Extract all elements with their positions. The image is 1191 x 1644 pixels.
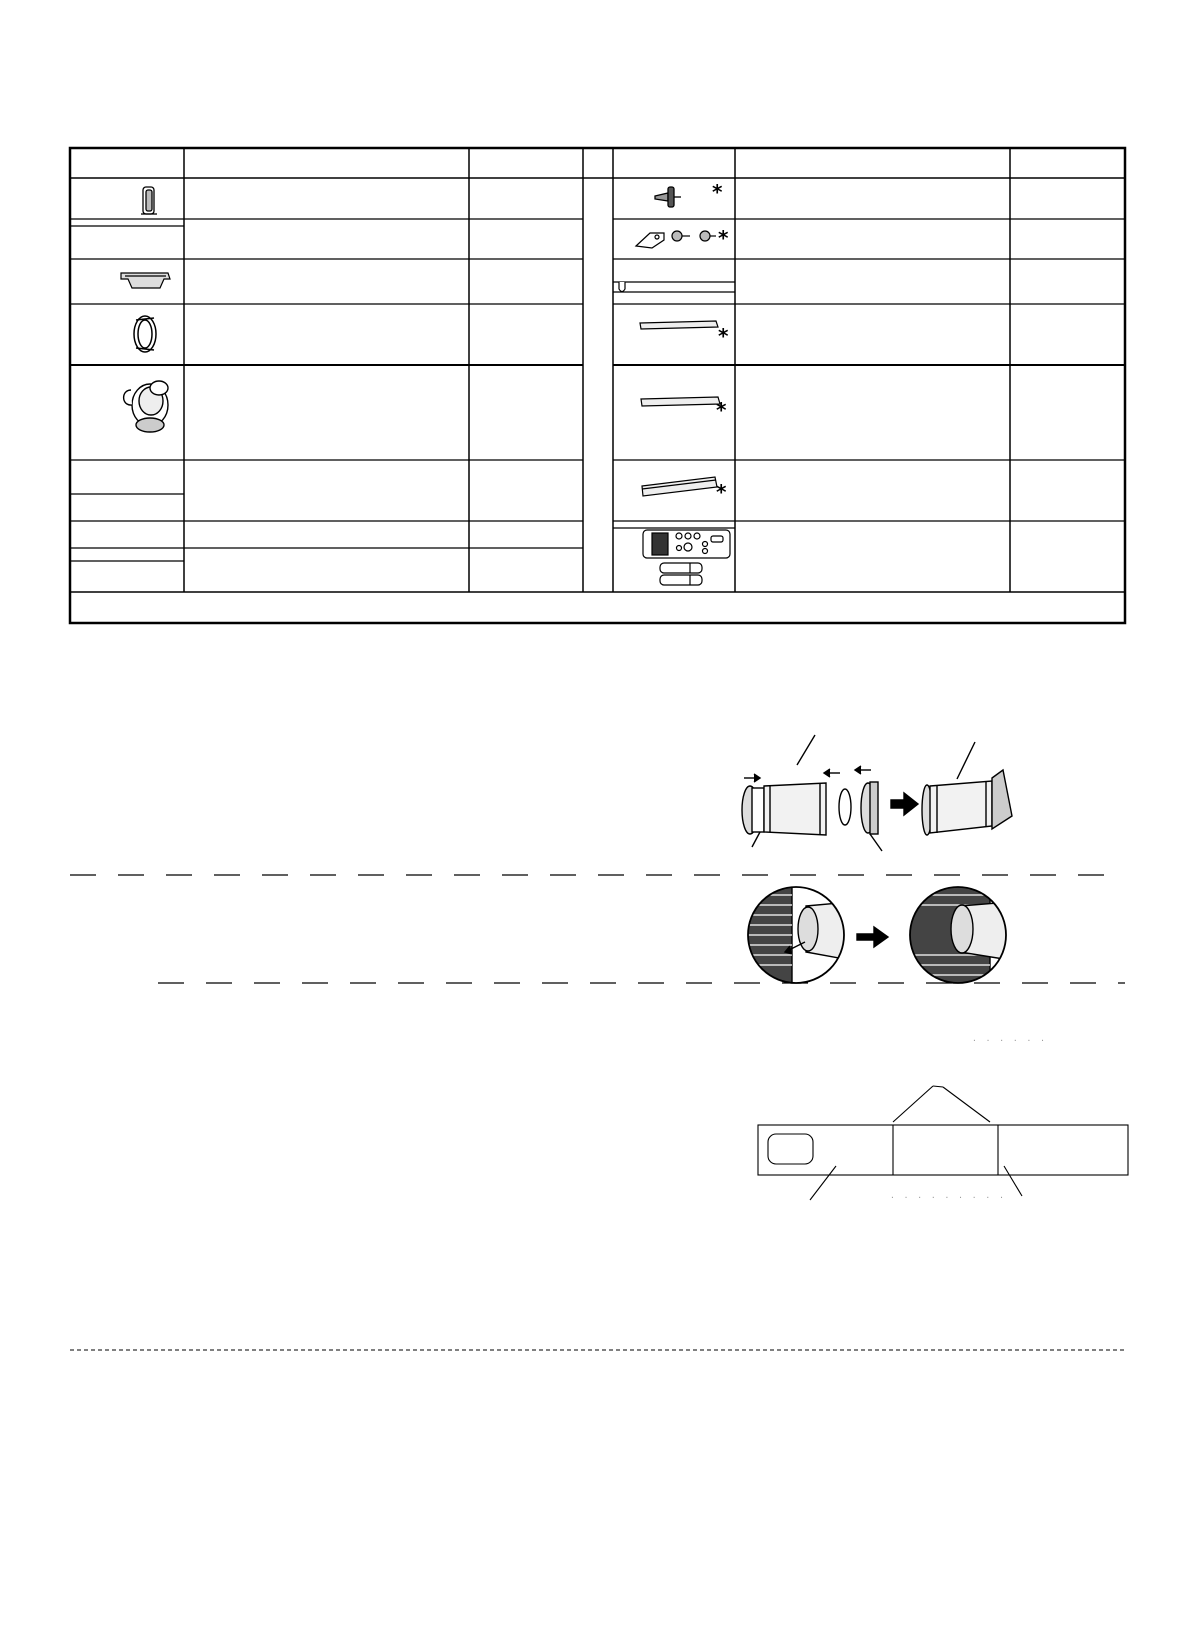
asterisk-mark: * [716, 480, 727, 504]
faint-figure-caption: · · · · · · [972, 1036, 1047, 1045]
hose-attach-figure [740, 880, 1020, 990]
exhaust-hose-assembly-icon [124, 381, 168, 432]
exhaust-hose-adaptor-icon [141, 187, 157, 214]
window-slider-bar-icon [640, 321, 720, 496]
asterisk-mark: * [718, 324, 729, 348]
drain-connector-icon [619, 282, 625, 292]
bracket-and-screws-icon [636, 231, 716, 248]
remote-control-icon [643, 530, 730, 558]
exhaust-hose-ring-icon [134, 316, 156, 352]
window-slider-adaptor-icon [121, 273, 170, 288]
asterisk-mark: * [716, 398, 727, 422]
wood-screw-icon [655, 187, 681, 207]
hose-assembly-figure [742, 735, 1012, 851]
asterisk-mark: * [718, 226, 729, 250]
batteries-icon [660, 563, 702, 585]
window-slider-figure [758, 1086, 1128, 1200]
asterisk-mark: * [712, 180, 723, 204]
faint-figure-caption: · · · · · · · · · [890, 1193, 1006, 1202]
